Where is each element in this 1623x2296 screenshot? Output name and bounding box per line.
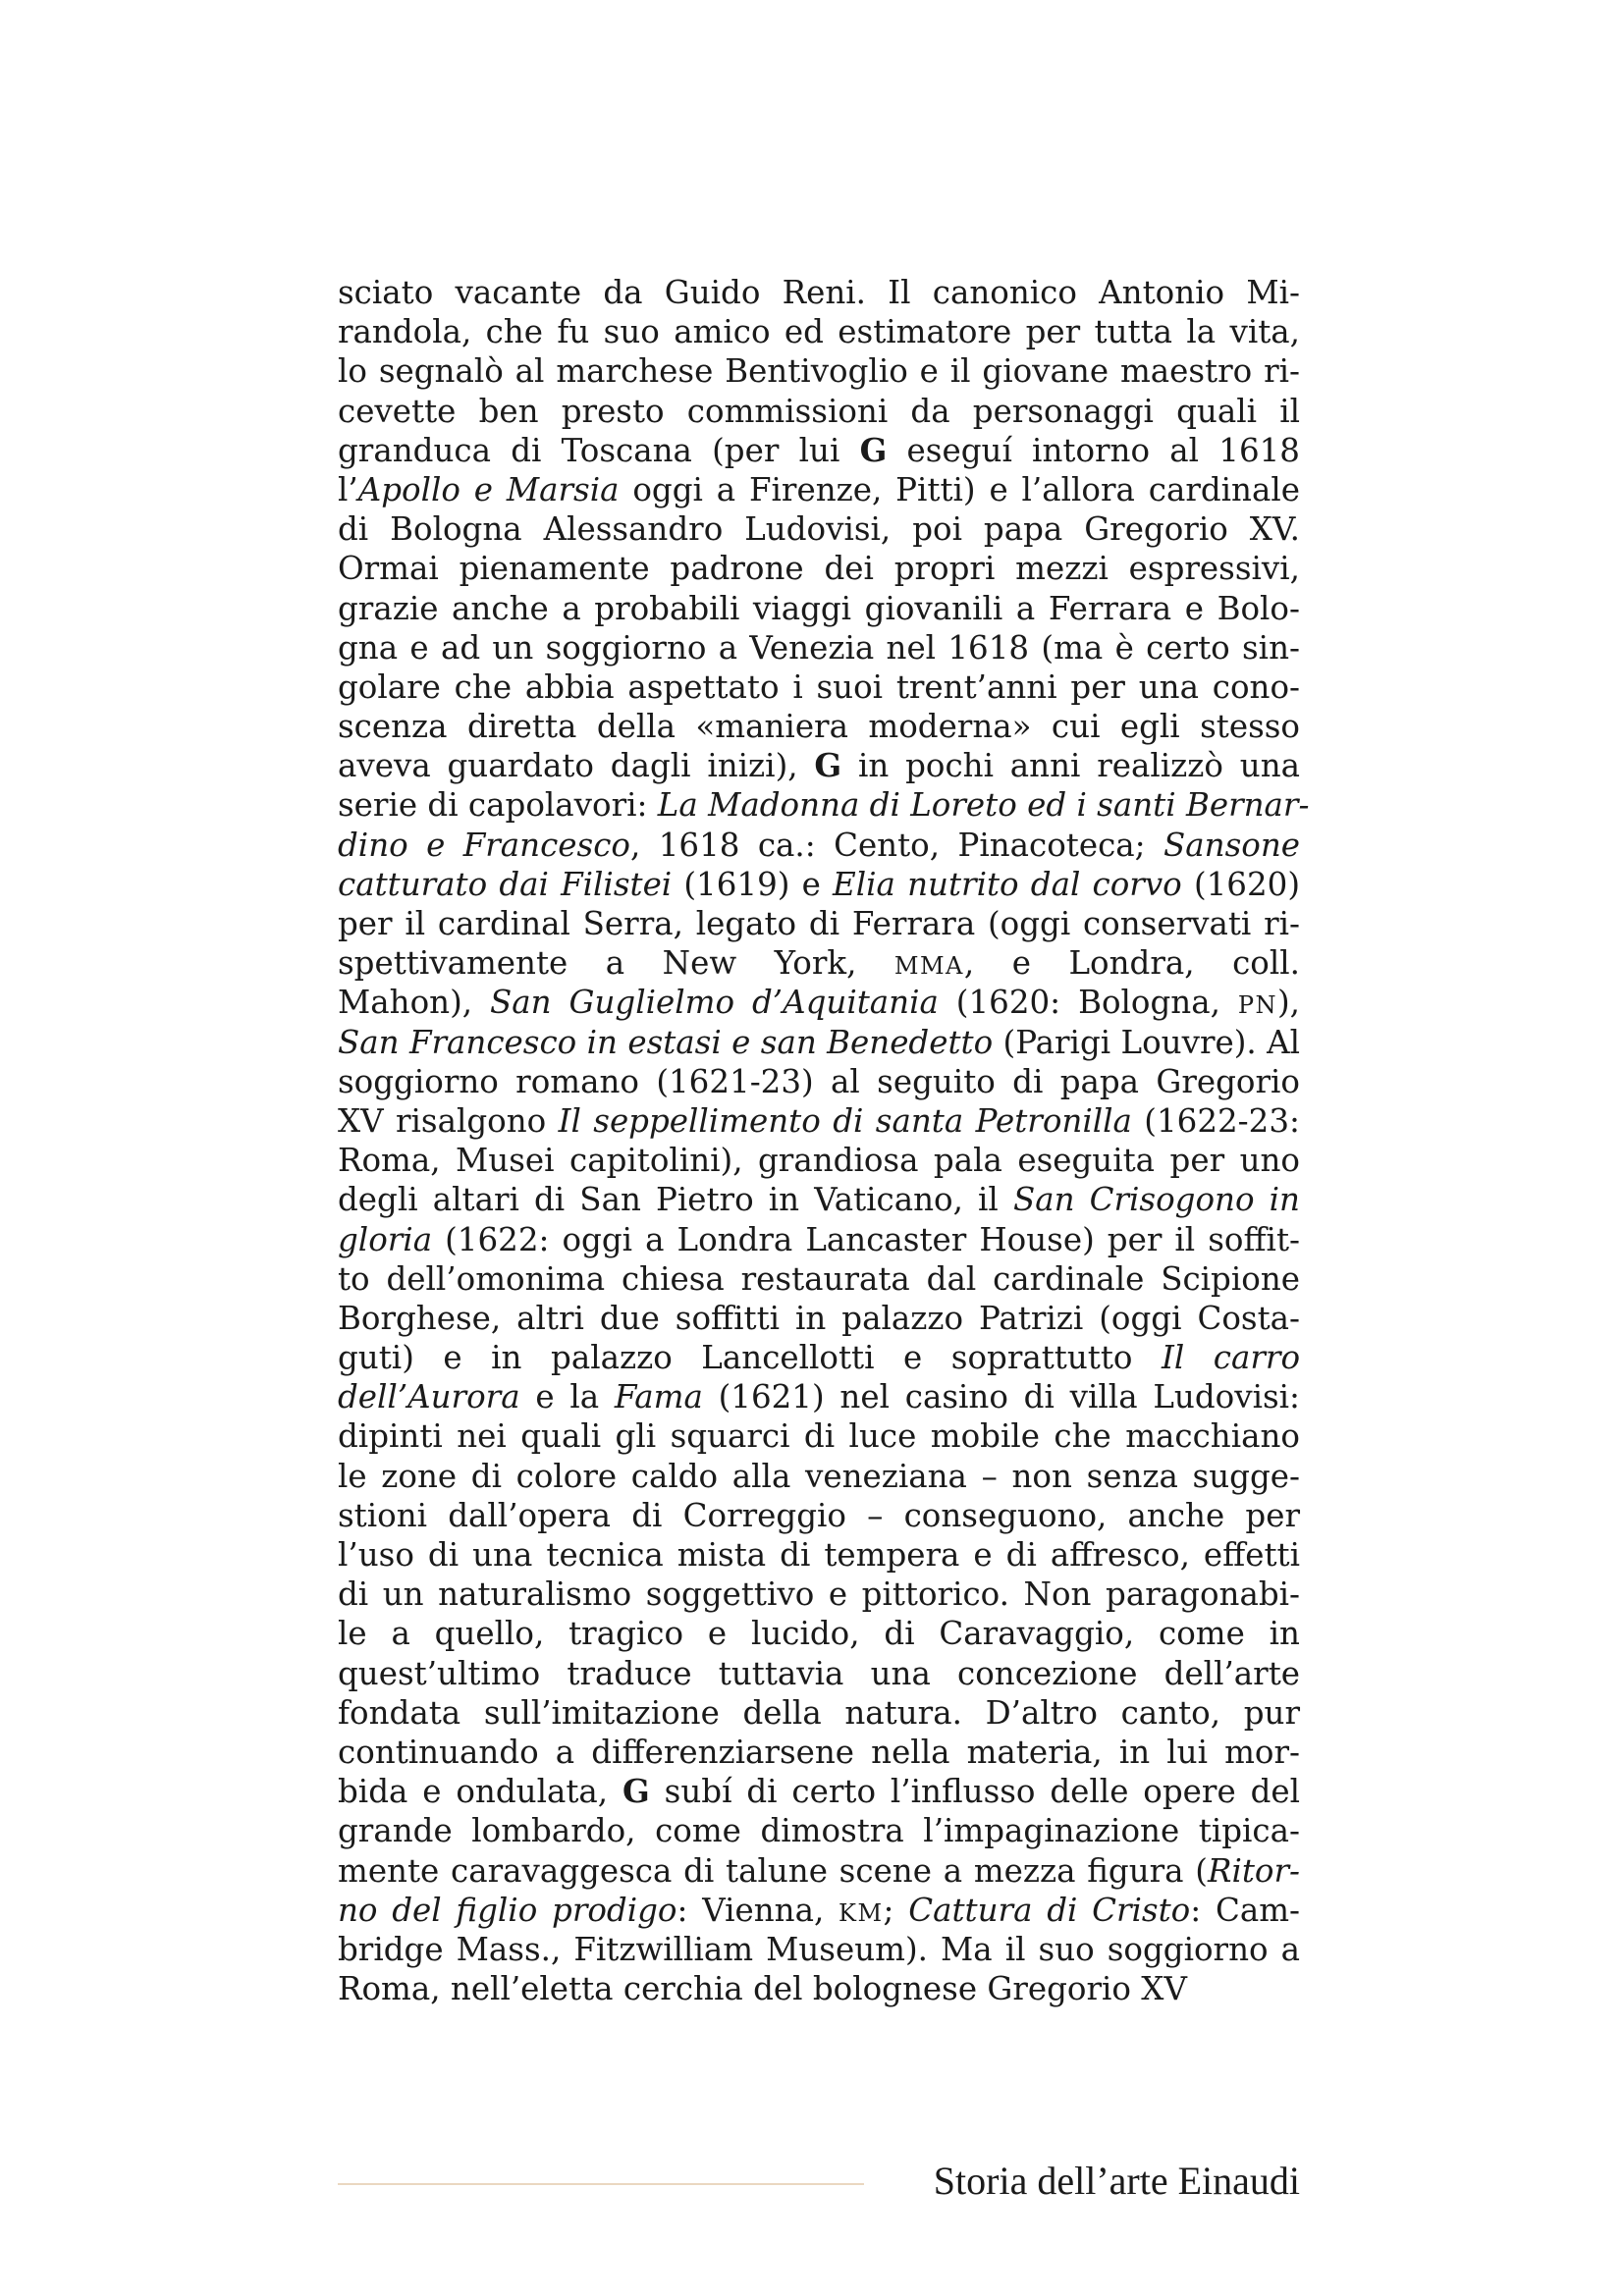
text-line [338,1416,1300,1456]
text-line [338,431,1300,470]
text-line [338,1772,1300,1811]
text-line [338,1338,1300,1377]
text-line [338,1535,1300,1575]
text-line [338,707,1300,746]
text-run: ), [1276,984,1300,1022]
text-line [338,1733,1300,1772]
italic-title: Il seppellimento di santa Petronilla [558,1101,1132,1140]
text-line [338,1851,1300,1891]
text-run: Mahon), [338,984,491,1022]
footer-rule [338,2183,864,2185]
text-line [338,628,1300,667]
text-line [338,1496,1300,1535]
italic-title: dell’Aurora [338,1378,520,1416]
text-line [338,351,1300,391]
italic-title: gloria [338,1220,433,1258]
text-line [338,509,1300,549]
text-run: (1620) [1181,865,1301,903]
text-run: Borghese, altri due soffitti in palazzo Patrizi (oggi Costa- [338,1299,1300,1337]
text-run: mente caravaggesca di talune scene a mezza figura ( [338,1851,1208,1890]
text-run: XV risalgono [338,1101,559,1140]
italic-title: catturato dai Filistei [338,865,673,903]
text-run: (1621) nel casino di villa Ludovisi: [702,1378,1301,1416]
artist-initial: G [814,746,842,785]
text-run: in pochi anni realizzò una [841,747,1300,785]
text-run: soggiorno romano (1621-23) al seguito di papa Gregorio [338,1062,1300,1100]
italic-title: Apollo e Marsia [357,470,620,508]
text-run: per il cardinal Serra, legato di Ferrara (oggi conservati ri- [338,905,1300,942]
text-run: stioni dall’opera di Correggio – conseguono, anche per [338,1496,1300,1534]
text-run: randola, che fu suo amico ed estimatore per tutta la vita, [338,313,1300,351]
text-run: continuando a differenziarsene nella materia, in lui mor- [338,1733,1300,1771]
text-run: oggi a Firenze, Pitti) e l’allora cardinale [619,470,1300,508]
text-run: (Parigi Louvre). Al [993,1023,1300,1061]
text-line [338,826,1300,865]
text-line [338,865,1300,904]
text-run: (1620: Bologna, [938,984,1238,1022]
text-line [338,983,1300,1022]
italic-title: dino e Francesco [338,826,630,864]
text-line [338,1614,1300,1653]
text-line [338,943,1300,983]
text-run: di Bologna Alessandro Ludovisi, poi papa Gregorio XV. [338,510,1300,549]
text-line [338,1969,1300,2008]
text-run: quest’ultimo traduce tuttavia una concezione dell’arte [338,1654,1300,1692]
text-run: Roma, nell’eletta cerchia del bolognese Gregorio XV [338,1970,1187,2008]
text-run: Roma, Musei capitolini), grandiosa pala eseguita per uno [338,1142,1300,1180]
text-run: : Cam- [1190,1891,1300,1929]
text-run: , e Londra, coll. [963,944,1300,983]
text-line [338,1811,1300,1850]
text-run: to dell’omonima chiesa restaurata dal cardinale Scipione [338,1259,1300,1298]
text-line [338,1930,1300,1969]
text-line [338,312,1300,351]
text-line [338,1141,1300,1180]
museum-abbreviation: MMA [893,952,964,981]
text-run: Ormai pienamente padrone dei propri mezzi espressivi, [338,550,1300,588]
italic-title: Sansone [1163,826,1300,864]
text-run: subí di certo l’influsso delle opere del [649,1773,1300,1811]
text-run: granduca di Toscana (per lui [338,431,860,469]
text-run: (1622-23: [1131,1101,1300,1140]
text-line [338,273,1300,312]
artist-initial: G [622,1772,650,1811]
italic-title: Cattura di Cristo [908,1891,1191,1929]
text-line [338,746,1300,785]
italic-title: Fama [614,1378,703,1416]
text-run: bridge Mass., Fitzwilliam Museum). Ma il suo soggiorno a [338,1930,1300,1968]
text-line [338,785,1310,825]
text-run: dipinti nei quali gli squarci di luce mobile che macchiano [338,1417,1300,1456]
text-line [338,1654,1300,1693]
text-run: ; [883,1891,909,1929]
italic-title: San Francesco in estasi e san Benedetto [338,1023,994,1061]
text-run: cevette ben presto commissioni da personaggi quali il [338,392,1300,430]
italic-title: Ritor- [1207,1851,1300,1890]
text-line [338,549,1300,588]
museum-abbreviation: PN [1237,991,1277,1020]
italic-title: San Guglielmo d’Aquitania [490,984,939,1022]
italic-title: San Crisogono in [1012,1181,1300,1219]
text-run: spettivamente a New York, [338,944,894,983]
text-run: di un naturalismo soggettivo e pittorico. Non paragonabi- [338,1575,1300,1614]
text-run: degli altari di San Pietro in Vaticano, il [338,1181,1013,1219]
text-line [338,1457,1300,1496]
text-line [338,1180,1300,1219]
text-run: fondata sull’imitazione della natura. D’altro canto, pur [338,1693,1300,1732]
text-line [338,1259,1300,1299]
italic-title: La Madonna di Loreto ed i santi Bernar- [657,786,1310,825]
text-run: : Vienna, [676,1891,839,1929]
text-line [338,1220,1300,1259]
text-line [338,667,1300,707]
text-line [338,904,1300,943]
text-run: le a quello, tragico e lucido, di Caravaggio, come in [338,1615,1300,1653]
text-line [338,1377,1300,1416]
text-run: golare che abbia aspettato i suoi trent’anni per una cono- [338,667,1300,706]
italic-title: Il carro [1162,1339,1301,1377]
text-run: eseguí intorno al 1618 [887,431,1300,469]
text-line [338,1891,1300,1930]
text-run: grazie anche a probabili viaggi giovanili a Ferrara e Bolo- [338,589,1300,627]
body-text [338,273,1310,2008]
text-run: sciato vacante da Guido Reni. Il canonico Antonio Mi- [338,274,1300,311]
artist-initial: G [859,430,888,469]
text-run: l’ [338,470,358,508]
text-run: (1619) e [672,865,834,903]
text-run: aveva guardato dagli inizi), [338,747,815,785]
text-run: gna e ad un soggiorno a Venezia nel 1618 (ma è certo sin- [338,628,1300,667]
text-line [338,470,1300,509]
text-run: , 1618 ca.: Cento, Pinacoteca; [630,826,1164,864]
text-run: e la [519,1378,615,1416]
text-line [338,1023,1300,1062]
text-run: serie di capolavori: [338,786,658,825]
text-run: guti) e in palazzo Lancellotti e soprattutto [338,1339,1163,1377]
text-run: le zone di colore caldo alla veneziana – non senza sugge- [338,1457,1300,1495]
italic-title: Elia nutrito dal corvo [833,865,1182,903]
text-run: lo segnalò al marchese Bentivoglio e il giovane maestro ri- [338,352,1300,391]
italic-title: no del figlio prodigo [338,1891,677,1929]
text-line [338,392,1300,431]
text-run: grande lombardo, come dimostra l’impaginazione tipica- [338,1812,1300,1850]
text-line [338,1575,1300,1614]
text-run: (1622: oggi a Londra Lancaster House) per il soffit- [432,1220,1300,1258]
text-run: l’uso di una tecnica mista di tempera e di affresco, effetti [338,1536,1300,1574]
text-line [338,1062,1300,1101]
text-line [338,1101,1300,1141]
text-line [338,589,1300,628]
text-line [338,1299,1300,1338]
footer-title: Storia dell’arte Einaudi [933,2159,1300,2203]
text-line [338,1693,1300,1733]
text-run: bida e ondulata, [338,1773,623,1811]
text-run: scenza diretta della «maniera moderna» cui egli stesso [338,708,1300,746]
museum-abbreviation: KM [839,1898,884,1927]
